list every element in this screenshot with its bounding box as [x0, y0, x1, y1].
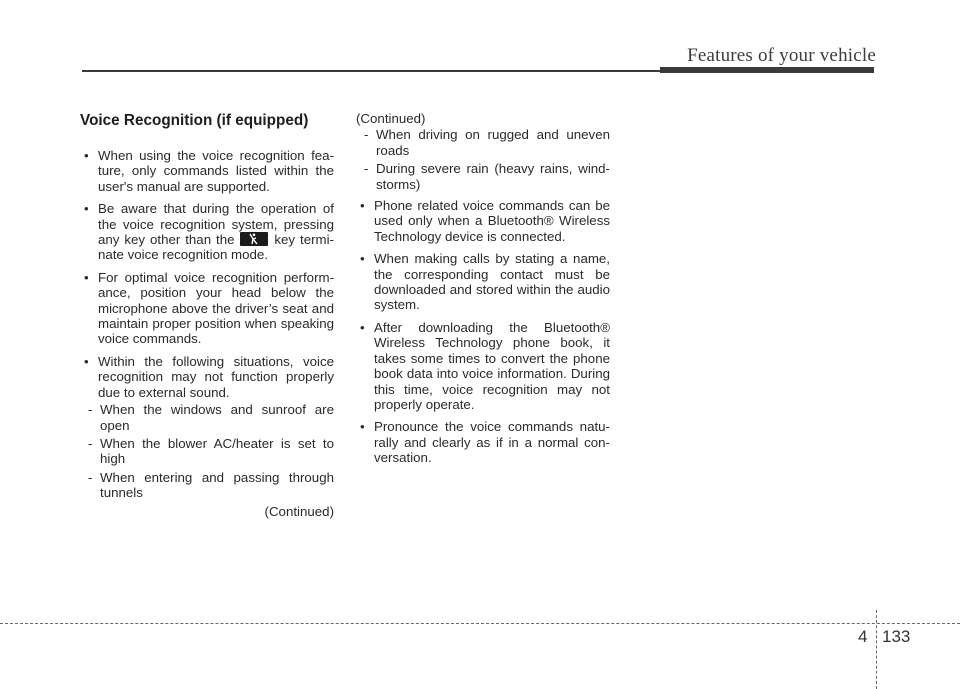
list-item-text: Be aware that during the operation of the voice recognition system, pressing any key other than the — [98, 201, 334, 248]
dash-mark: - — [88, 435, 93, 451]
voice-talk-key-icon — [240, 232, 268, 246]
sub-list-item — [80, 436, 334, 467]
sub-list-item-text: When entering and passing through tunnels — [100, 469, 334, 501]
list-item — [80, 201, 334, 263]
right-column — [356, 111, 610, 473]
sub-list-item-text: When the windows and sunroof are open — [100, 402, 334, 433]
list-item: • Pronounce the voice commands natu- rally and clearly as if in a normal con- versation. — [356, 419, 610, 465]
dash-mark: - — [364, 127, 369, 143]
left-column — [80, 112, 334, 519]
list-item: • When making calls by stating a name, the corresponding contact must be downloaded and stored within the audio system. — [356, 251, 610, 313]
dash-mark: - — [88, 402, 93, 418]
list-item: • Phone related voice commands can be used only when a Bluetooth® Wireless Technology device is connected. — [356, 198, 610, 244]
dash-mark: - — [88, 469, 93, 485]
sub-list-item — [356, 127, 610, 158]
sub-list-item — [80, 402, 334, 433]
dash-mark: - — [364, 161, 369, 177]
list-item: • When using the voice recognition fea- ture, only commands listed within the user's manual are supported. — [80, 148, 334, 194]
sub-list-item — [80, 470, 334, 501]
list-item-text: key termi- nate voice recognition mode. — [98, 232, 334, 263]
footer-divider — [876, 610, 877, 689]
footer-rule — [0, 623, 960, 624]
list-item: • Within the following situations, voice recognition may not function properly due to external sound. — [80, 354, 334, 400]
chapter-number: 4 — [858, 627, 868, 646]
section-title: Voice Recognition (if equipped) — [80, 112, 309, 129]
header-rule-accent — [660, 67, 874, 73]
list-item: • For optimal voice recognition perform- ance, position your head below the microphone above the driver’s seat and maintain proper position when speaking voice commands. — [80, 270, 334, 347]
list-item: • After downloading the Bluetooth® Wireless Technology phone book, it takes some times to convert the phone book data into voice information. During this time, voice recognition may not properly operate. — [356, 320, 610, 412]
sub-list-item-text: During severe rain (heavy rains, wind- storms) — [376, 161, 610, 192]
header-title: Features of your vehicle — [687, 45, 876, 66]
sub-list-item-text: When driving on rugged and uneven roads — [376, 127, 610, 158]
continued-label: (Continued) — [264, 503, 334, 519]
sub-list-item — [356, 161, 610, 192]
continued-label: (Continued) — [356, 111, 426, 126]
sub-list-item-text: When the blower AC/heater is set to high — [100, 435, 334, 467]
page-number: 133 — [882, 627, 911, 646]
